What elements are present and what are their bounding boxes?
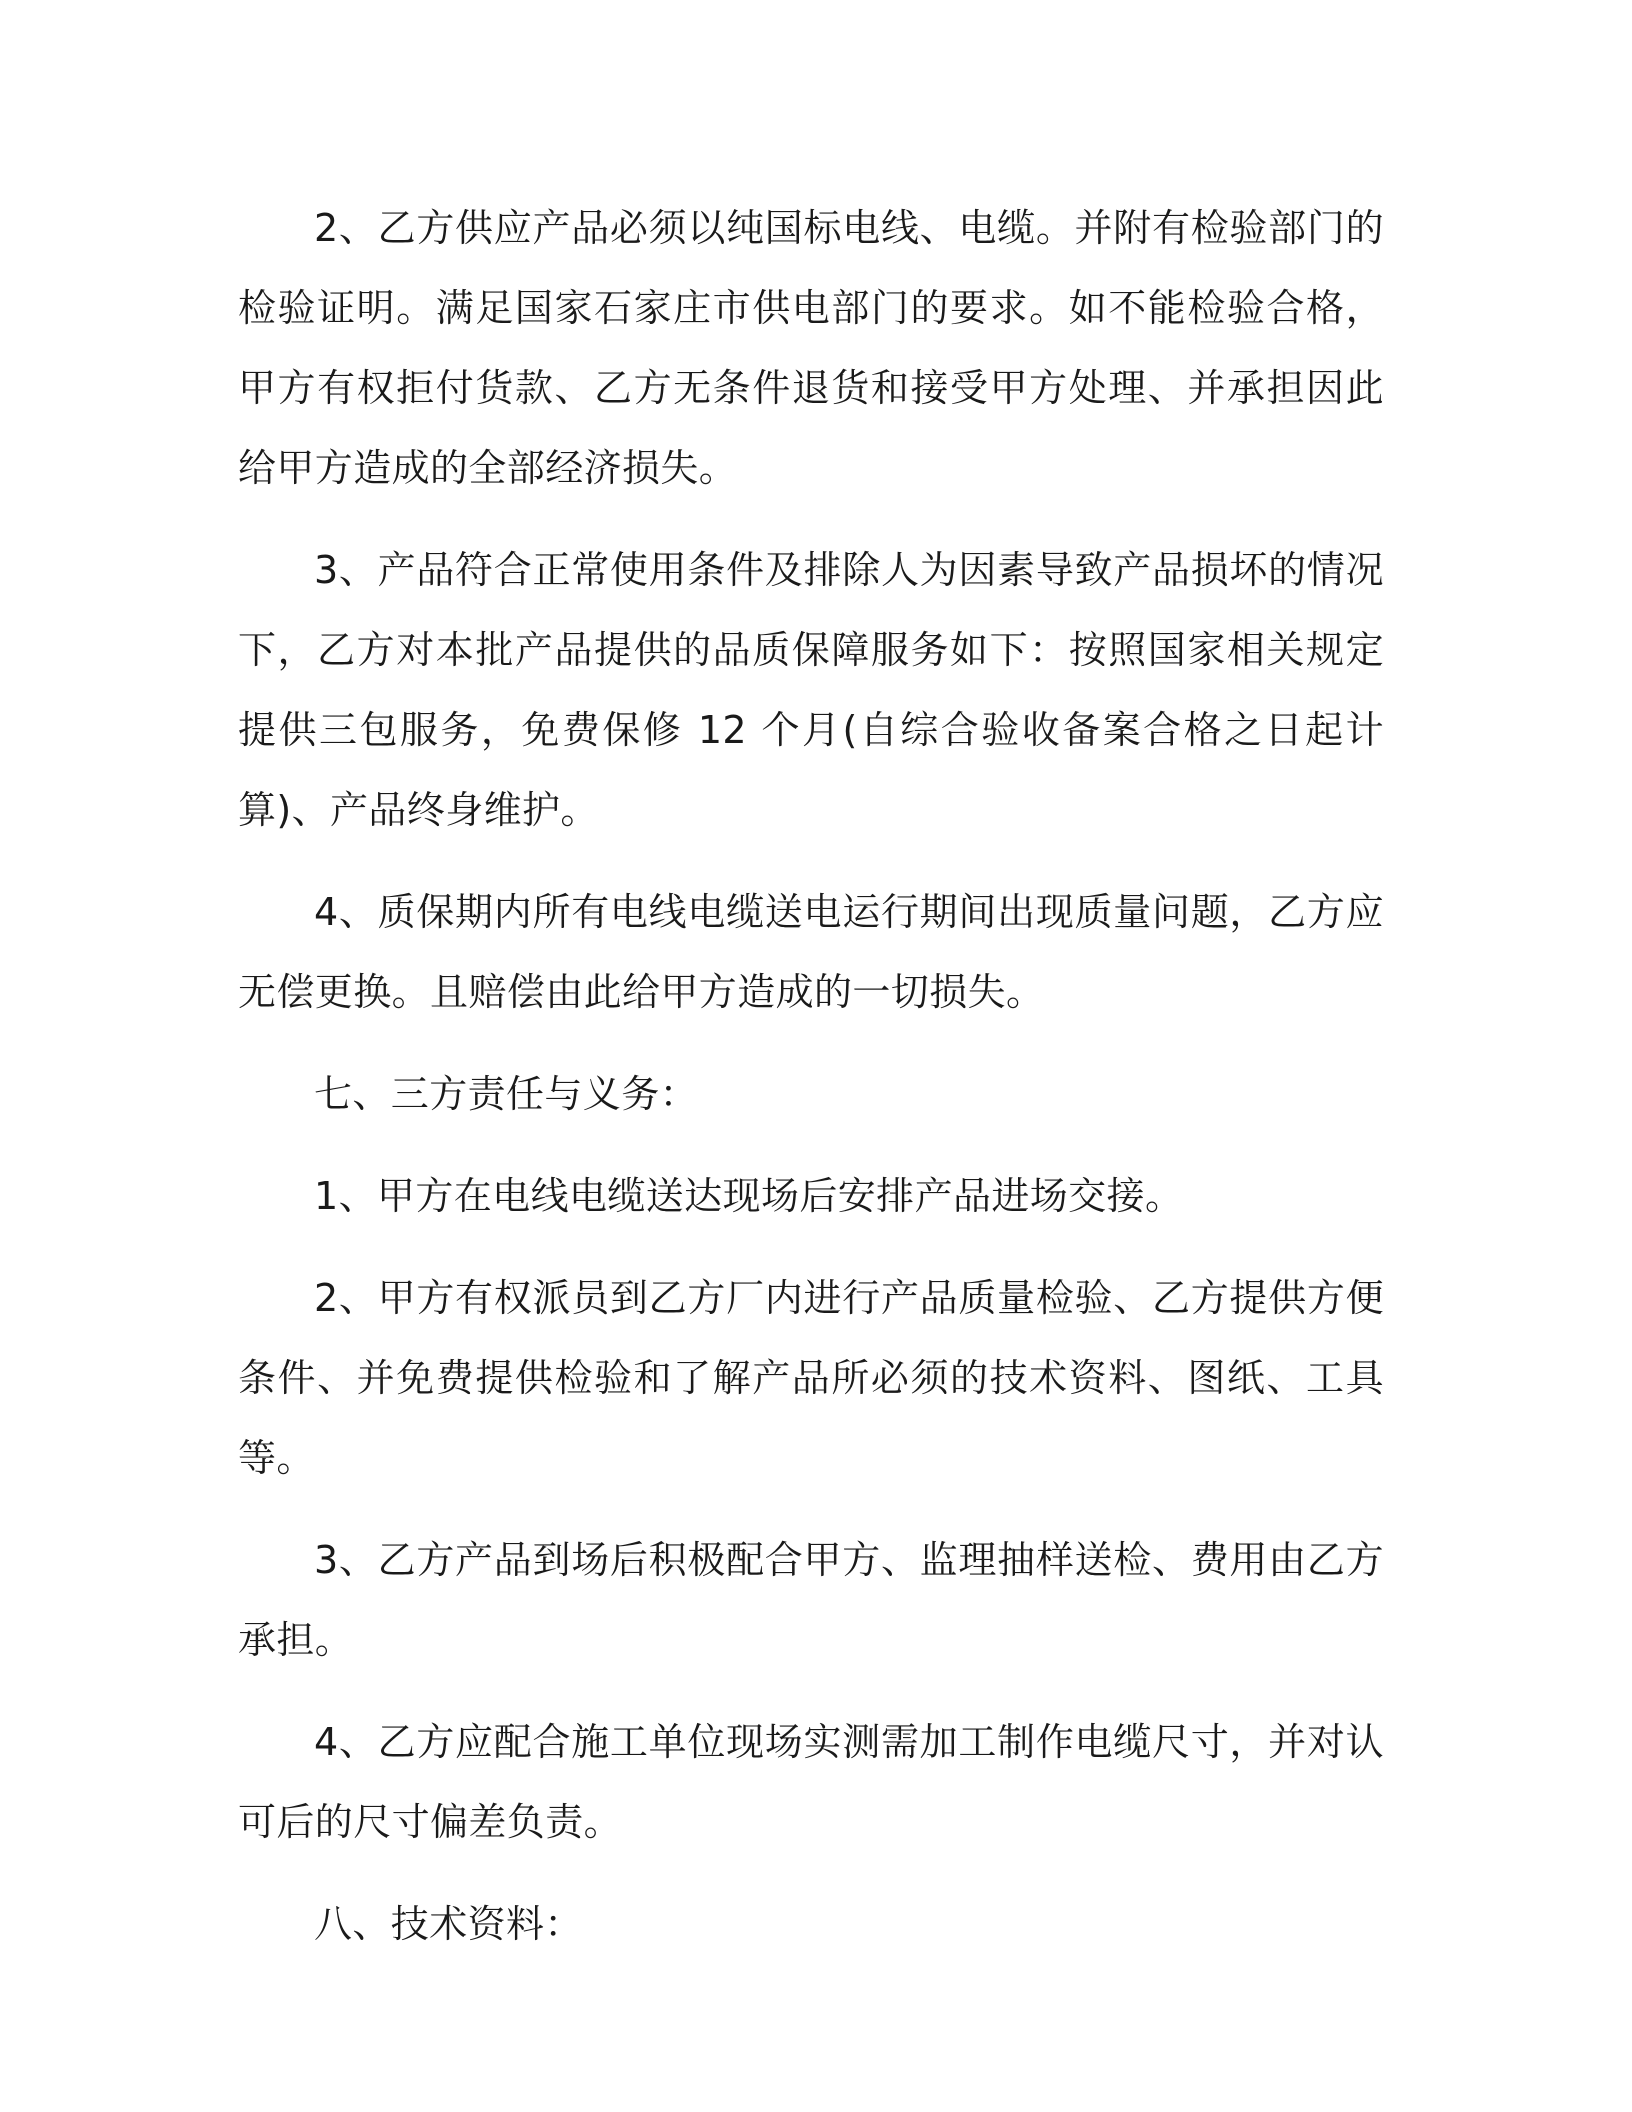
clause-4-paragraph: 4、质保期内所有电线电缆送电运行期间出现质量问题，乙方应无偿更换。且赔偿由此给甲方造成的一切损失。 (238, 890, 1384, 1014)
clause-3-paragraph: 3、产品符合正常使用条件及排除人为因素导致产品损坏的情况下，乙方对本批产品提供的品质保障服务如下：按照国家相关规定提供三包服务，免费保修 12 个月(自综合验收备案合格之日起计算)、产品终身维护。 (238, 548, 1384, 832)
section-seven-item-3: 3、乙方产品到场后积极配合甲方、监理抽样送检、费用由乙方承担。 (238, 1538, 1384, 1662)
document-body (238, 188, 1384, 1986)
section-seven-item-2: 2、甲方有权派员到乙方厂内进行产品质量检验、乙方提供方便条件、并免费提供检验和了解产品所必须的技术资料、图纸、工具等。 (238, 1276, 1384, 1480)
clause-2-paragraph: 2、乙方供应产品必须以纯国标电线、电缆。并附有检验部门的检验证明。满足国家石家庄市供电部门的要求。如不能检验合格，甲方有权拒付货款、乙方无条件退货和接受甲方处理、并承担因此给甲方造成的全部经济损失。 (238, 206, 1384, 490)
section-eight-heading: 八、技术资料： (314, 1902, 583, 1946)
section-seven-heading: 七、三方责任与义务： (314, 1072, 699, 1116)
section-seven-item-4: 4、乙方应配合施工单位现场实测需加工制作电缆尺寸，并对认可后的尺寸偏差负责。 (238, 1720, 1384, 1844)
section-seven-item-1: 1、甲方在电线电缆送达现场后安排产品进场交接。 (314, 1174, 1184, 1218)
